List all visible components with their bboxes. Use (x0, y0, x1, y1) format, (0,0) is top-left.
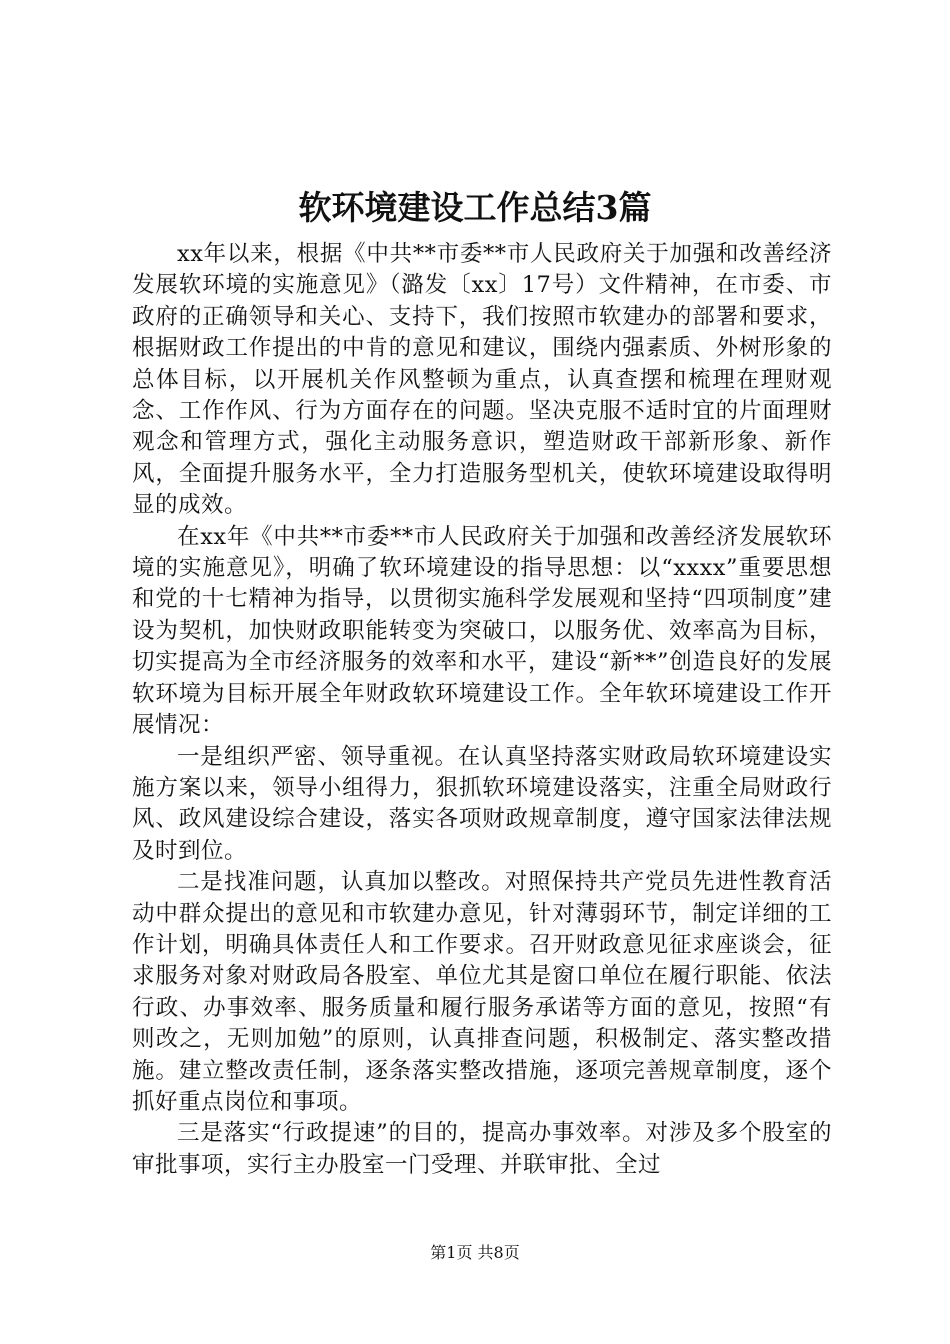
page-footer: 第1页 共8页 (430, 1243, 520, 1262)
paragraph-intro: xx年以来，根据《中共**市委**市人民政府关于加强和改善经济发展软环境的实施意见》（潞发〔xx〕17号）文件精神，在市委、市政府的正确领导和关心、支持下，我们按照市软建办的部署和要求，根据财政工作提出的中肯的意见和建议，围绕内强素质、外树形象的总体目标，以开展机关作风整顿为重点，认真查摆和梳理在理财观念、工作作风、行为方面存在的问题。坚决克服不适时宜的片面理财观念和管理方式，强化主动服务意识，塑造财政干部新形象、新作风，全面提升服务水平，全力打造服务型机关，使软环境建设取得明显的成效。 (132, 241, 832, 519)
document-title: 软环境建设工作总结3篇 (298, 188, 652, 227)
paragraph-point-three: 三是落实“行政提速”的目的，提高办事效率。对涉及多个股室的审批事项，实行主办股室一门受理、并联审批、全过 (132, 1120, 832, 1178)
paragraph-guiding-ideology: 在xx年《中共**市委**市人民政府关于加强和改善经济发展软环境的实施意见》，明确了软环境建设的指导思想：以“xxxx”重要思想和党的十七精神为指导，以贯彻实施科学发展观和坚持“四项制度”建设为契机，加快财政职能转变为突破口，以服务优、效率高为目标，切实提高为全市经济服务的效率和水平，建设“新**”创造良好的发展软环境为目标开展全年财政软环境建设工作。全年软环境建设工作开展情况： (132, 523, 832, 739)
paragraph-point-two: 二是找准问题，认真加以整改。对照保持共产党员先进性教育活动中群众提出的意见和市软建办意见，针对薄弱环节，制定详细的工作计划，明确具体责任人和工作要求。召开财政意见征求座谈会，征求服务对象对财政局各股室、单位尤其是窗口单位在履行职能、依法行政、办事效率、服务质量和履行服务承诺等方面的意见，按照“有则改之，无则加勉”的原则，认真排查问题，积极制定、落实整改措施。建立整改责任制，逐条落实整改措施，逐项完善规章制度，逐个抓好重点岗位和事项。 (132, 869, 832, 1115)
document-body (132, 239, 832, 1181)
paragraph-point-one: 一是组织严密、领导重视。在认真坚持落实财政局软环境建设实施方案以来，领导小组得力，狠抓软环境建设落实，注重全局财政行风、政风建设综合建设，落实各项财政规章制度，遵守国家法律法规及时到位。 (132, 743, 832, 864)
